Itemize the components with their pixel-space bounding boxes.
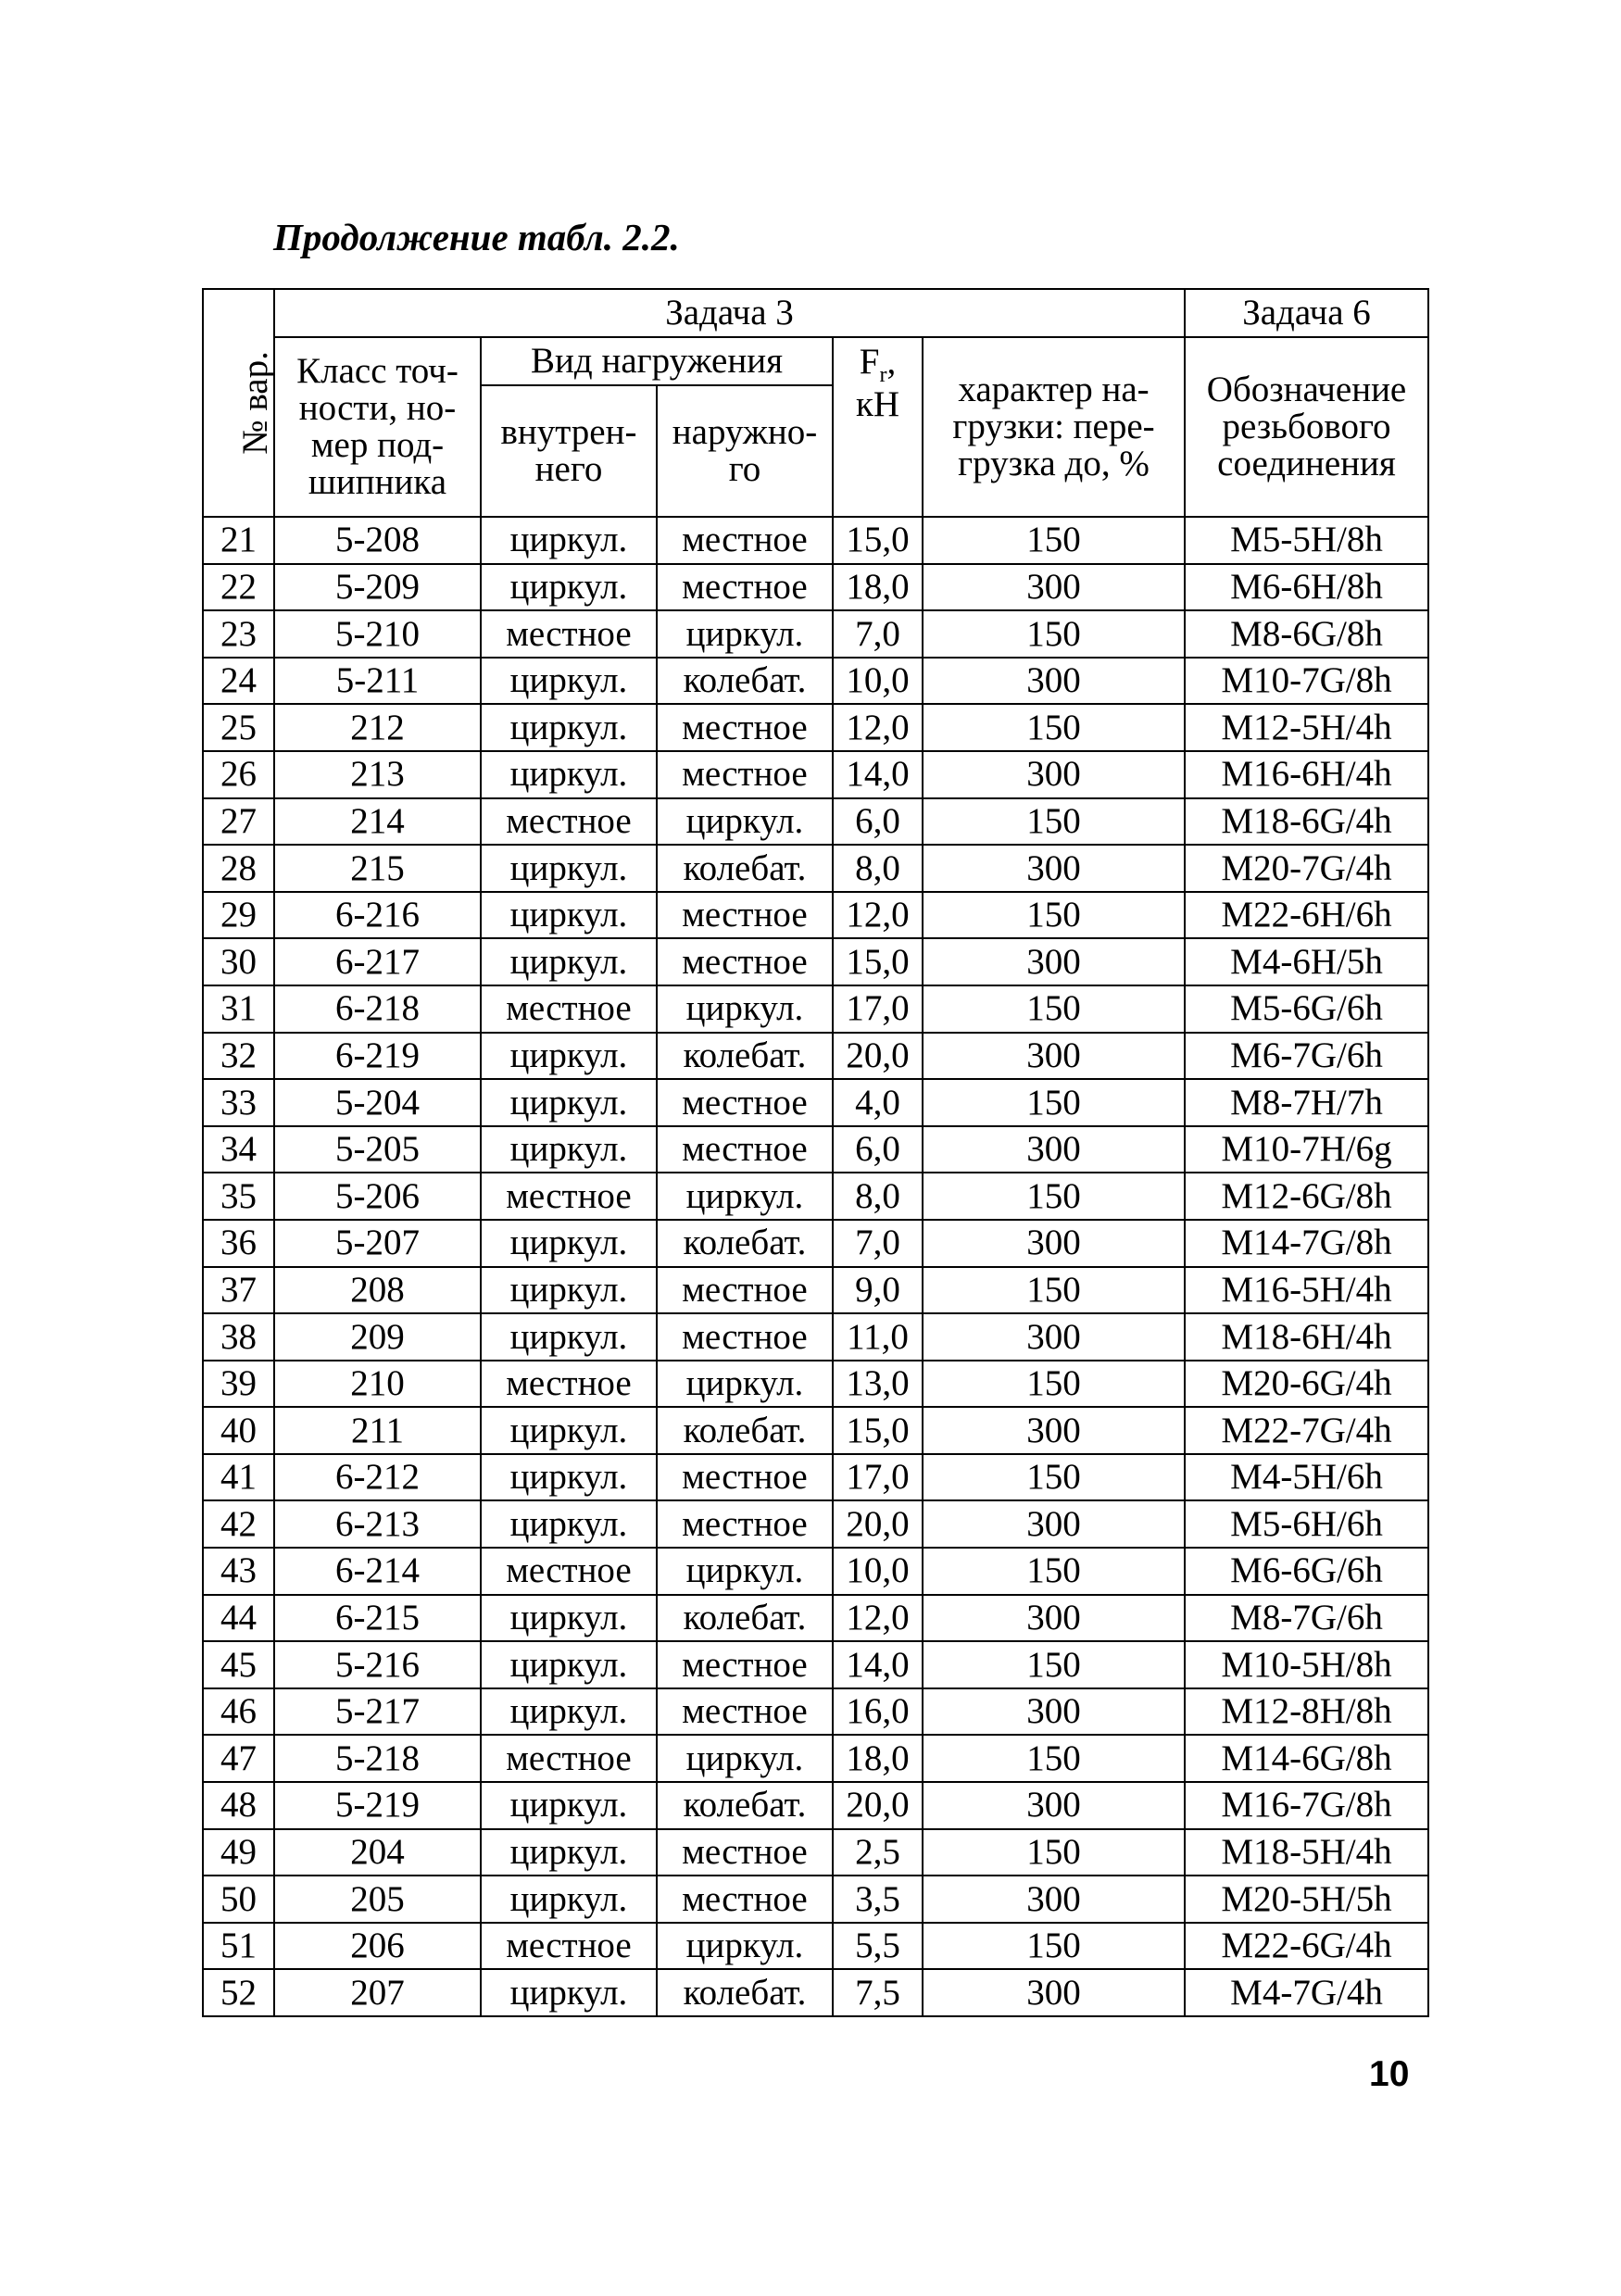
cell-thread: M22-7G/4h	[1185, 1407, 1428, 1454]
cell-fr: 12,0	[833, 892, 923, 939]
table-caption: Продолжение табл. 2.2.	[273, 216, 680, 258]
cell-inner-load: циркул.	[481, 658, 657, 705]
table-row	[203, 798, 1428, 846]
cell-bearing: 5-205	[274, 1126, 481, 1173]
table-row	[203, 1735, 1428, 1782]
cell-thread: M18-6H/4h	[1185, 1313, 1428, 1361]
cell-inner-load: циркул.	[481, 938, 657, 985]
cell-fr: 15,0	[833, 517, 923, 564]
table-row	[203, 1454, 1428, 1501]
cell-thread: M12-6G/8h	[1185, 1173, 1428, 1220]
cell-thread: M8-7H/7h	[1185, 1079, 1428, 1126]
table-row	[203, 1548, 1428, 1595]
cell-overload: 150	[923, 1173, 1185, 1220]
task6-header: Задача 6	[1185, 289, 1428, 337]
cell-outer-load: колебат.	[657, 1407, 833, 1454]
cell-bearing: 5-208	[274, 517, 481, 564]
cell-variant: 42	[203, 1500, 274, 1548]
cell-thread: M20-5H/5h	[1185, 1876, 1428, 1923]
cell-thread: M10-5H/8h	[1185, 1641, 1428, 1688]
cell-fr: 5,5	[833, 1923, 923, 1970]
cell-outer-load: местное	[657, 938, 833, 985]
cell-thread: M20-6G/4h	[1185, 1361, 1428, 1408]
cell-outer-load: местное	[657, 1454, 833, 1501]
cell-overload: 300	[923, 564, 1185, 611]
cell-bearing: 205	[274, 1876, 481, 1923]
cell-inner-load: циркул.	[481, 1876, 657, 1923]
cell-fr: 12,0	[833, 704, 923, 751]
cell-inner-load: циркул.	[481, 1033, 657, 1080]
cell-overload: 150	[923, 1548, 1185, 1595]
cell-variant: 39	[203, 1361, 274, 1408]
cell-outer-load: местное	[657, 892, 833, 939]
cell-inner-load: циркул.	[481, 1313, 657, 1361]
cell-bearing: 215	[274, 845, 481, 892]
cell-variant: 29	[203, 892, 274, 939]
cell-bearing: 208	[274, 1267, 481, 1314]
cell-overload: 300	[923, 1126, 1185, 1173]
cell-thread: M16-5H/4h	[1185, 1267, 1428, 1314]
cell-outer-load: местное	[657, 751, 833, 798]
cell-outer-load: колебат.	[657, 1969, 833, 2016]
table-row	[203, 610, 1428, 658]
cell-thread: M20-7G/4h	[1185, 845, 1428, 892]
cell-overload: 300	[923, 938, 1185, 985]
cell-variant: 36	[203, 1220, 274, 1267]
cell-overload: 300	[923, 751, 1185, 798]
cell-fr: 18,0	[833, 564, 923, 611]
cell-overload: 300	[923, 845, 1185, 892]
table-row	[203, 892, 1428, 939]
cell-fr: 7,0	[833, 610, 923, 658]
cell-bearing: 5-209	[274, 564, 481, 611]
cell-variant: 44	[203, 1595, 274, 1642]
cell-thread: M10-7H/6g	[1185, 1126, 1428, 1173]
cell-thread: M18-6G/4h	[1185, 798, 1428, 846]
cell-outer-load: местное	[657, 1829, 833, 1876]
cell-variant: 30	[203, 938, 274, 985]
cell-inner-load: циркул.	[481, 564, 657, 611]
variants-table	[202, 288, 1429, 2017]
cell-variant: 45	[203, 1641, 274, 1688]
cell-inner-load: циркул.	[481, 1079, 657, 1126]
cell-inner-load: циркул.	[481, 704, 657, 751]
cell-bearing: 5-207	[274, 1220, 481, 1267]
cell-fr: 20,0	[833, 1782, 923, 1829]
cell-bearing: 206	[274, 1923, 481, 1970]
cell-outer-load: местное	[657, 1313, 833, 1361]
cell-overload: 150	[923, 610, 1185, 658]
cell-fr: 8,0	[833, 845, 923, 892]
table-row	[203, 1407, 1428, 1454]
load-type-header: Вид нагружения	[481, 337, 833, 385]
table-row	[203, 658, 1428, 705]
cell-overload: 150	[923, 892, 1185, 939]
cell-thread: M4-6H/5h	[1185, 938, 1428, 985]
cell-inner-load: местное	[481, 1548, 657, 1595]
cell-outer-load: местное	[657, 517, 833, 564]
table-row	[203, 1829, 1428, 1876]
cell-variant: 25	[203, 704, 274, 751]
cell-outer-load: циркул.	[657, 798, 833, 846]
cell-thread: M18-5H/4h	[1185, 1829, 1428, 1876]
cell-outer-load: колебат.	[657, 1033, 833, 1080]
table-row	[203, 1782, 1428, 1829]
cell-overload: 300	[923, 1969, 1185, 2016]
cell-overload: 300	[923, 1688, 1185, 1736]
cell-inner-load: циркул.	[481, 1782, 657, 1829]
cell-variant: 52	[203, 1969, 274, 2016]
cell-inner-load: циркул.	[481, 1969, 657, 2016]
cell-overload: 300	[923, 1220, 1185, 1267]
cell-inner-load: циркул.	[481, 1595, 657, 1642]
cell-variant: 31	[203, 985, 274, 1033]
cell-thread: M8-7G/6h	[1185, 1595, 1428, 1642]
cell-variant: 22	[203, 564, 274, 611]
table-row	[203, 1220, 1428, 1267]
cell-outer-load: циркул.	[657, 1361, 833, 1408]
cell-variant: 51	[203, 1923, 274, 1970]
cell-bearing: 214	[274, 798, 481, 846]
cell-outer-load: циркул.	[657, 1735, 833, 1782]
cell-bearing: 5-219	[274, 1782, 481, 1829]
cell-overload: 150	[923, 1079, 1185, 1126]
cell-bearing: 212	[274, 704, 481, 751]
cell-fr: 17,0	[833, 985, 923, 1033]
cell-variant: 43	[203, 1548, 274, 1595]
cell-variant: 23	[203, 610, 274, 658]
table-row	[203, 1595, 1428, 1642]
cell-bearing: 6-215	[274, 1595, 481, 1642]
cell-bearing: 6-219	[274, 1033, 481, 1080]
cell-variant: 28	[203, 845, 274, 892]
cell-overload: 150	[923, 1454, 1185, 1501]
cell-bearing: 213	[274, 751, 481, 798]
table-row	[203, 1923, 1428, 1970]
table-body	[203, 517, 1428, 2016]
thread-designation-header: Обозначение резьбового соединения	[1185, 337, 1428, 517]
table-row	[203, 1688, 1428, 1736]
cell-outer-load: местное	[657, 1079, 833, 1126]
cell-inner-load: местное	[481, 1923, 657, 1970]
cell-thread: M5-5H/8h	[1185, 517, 1428, 564]
cell-thread: M4-7G/4h	[1185, 1969, 1428, 2016]
outer-ring-header: наружно- го	[657, 385, 833, 517]
cell-fr: 17,0	[833, 1454, 923, 1501]
cell-fr: 4,0	[833, 1079, 923, 1126]
cell-outer-load: колебат.	[657, 658, 833, 705]
cell-variant: 32	[203, 1033, 274, 1080]
cell-inner-load: циркул.	[481, 845, 657, 892]
cell-outer-load: циркул.	[657, 1923, 833, 1970]
cell-fr: 11,0	[833, 1313, 923, 1361]
cell-inner-load: местное	[481, 1173, 657, 1220]
cell-fr: 20,0	[833, 1033, 923, 1080]
cell-outer-load: местное	[657, 1641, 833, 1688]
task3-header: Задача 3	[274, 289, 1185, 337]
cell-overload: 150	[923, 704, 1185, 751]
cell-variant: 33	[203, 1079, 274, 1126]
cell-thread: M14-6G/8h	[1185, 1735, 1428, 1782]
cell-variant: 34	[203, 1126, 274, 1173]
cell-outer-load: местное	[657, 1267, 833, 1314]
cell-variant: 41	[203, 1454, 274, 1501]
cell-outer-load: циркул.	[657, 985, 833, 1033]
load-character-header: характер на- грузки: пере- грузка до, %	[923, 337, 1185, 517]
cell-fr: 10,0	[833, 658, 923, 705]
cell-fr: 7,0	[833, 1220, 923, 1267]
cell-outer-load: колебат.	[657, 845, 833, 892]
cell-overload: 300	[923, 1033, 1185, 1080]
cell-bearing: 5-217	[274, 1688, 481, 1736]
cell-inner-load: местное	[481, 798, 657, 846]
table-row	[203, 1313, 1428, 1361]
cell-variant: 27	[203, 798, 274, 846]
table-row	[203, 845, 1428, 892]
cell-bearing: 6-217	[274, 938, 481, 985]
cell-inner-load: циркул.	[481, 1454, 657, 1501]
cell-fr: 15,0	[833, 1407, 923, 1454]
cell-thread: M12-5H/4h	[1185, 704, 1428, 751]
cell-outer-load: колебат.	[657, 1220, 833, 1267]
cell-overload: 150	[923, 985, 1185, 1033]
cell-overload: 300	[923, 1595, 1185, 1642]
cell-thread: M6-6H/8h	[1185, 564, 1428, 611]
cell-outer-load: местное	[657, 1126, 833, 1173]
cell-inner-load: циркул.	[481, 751, 657, 798]
cell-thread: M6-6G/6h	[1185, 1548, 1428, 1595]
cell-variant: 21	[203, 517, 274, 564]
cell-outer-load: колебат.	[657, 1782, 833, 1829]
cell-fr: 20,0	[833, 1500, 923, 1548]
variant-number-header: № вар.	[203, 289, 274, 517]
cell-fr: 14,0	[833, 1641, 923, 1688]
cell-overload: 150	[923, 1829, 1185, 1876]
cell-inner-load: циркул.	[481, 1500, 657, 1548]
table-row	[203, 1267, 1428, 1314]
cell-inner-load: циркул.	[481, 1641, 657, 1688]
cell-overload: 150	[923, 1267, 1185, 1314]
cell-outer-load: местное	[657, 704, 833, 751]
table-row	[203, 751, 1428, 798]
table-row	[203, 564, 1428, 611]
cell-variant: 38	[203, 1313, 274, 1361]
radial-force-header: $F_r$, кН	[833, 337, 923, 517]
cell-inner-load: местное	[481, 610, 657, 658]
cell-bearing: 5-218	[274, 1735, 481, 1782]
cell-bearing: 5-211	[274, 658, 481, 705]
table-row	[203, 985, 1428, 1033]
cell-variant: 37	[203, 1267, 274, 1314]
cell-overload: 150	[923, 798, 1185, 846]
cell-inner-load: циркул.	[481, 1267, 657, 1314]
cell-fr: 10,0	[833, 1548, 923, 1595]
cell-bearing: 209	[274, 1313, 481, 1361]
cell-variant: 26	[203, 751, 274, 798]
cell-variant: 35	[203, 1173, 274, 1220]
table-row	[203, 1033, 1428, 1080]
cell-fr: 18,0	[833, 1735, 923, 1782]
cell-thread: M10-7G/8h	[1185, 658, 1428, 705]
table-row	[203, 1641, 1428, 1688]
cell-outer-load: местное	[657, 1876, 833, 1923]
cell-overload: 150	[923, 1923, 1185, 1970]
cell-bearing: 210	[274, 1361, 481, 1408]
table-row	[203, 1079, 1428, 1126]
cell-outer-load: местное	[657, 564, 833, 611]
cell-fr: 16,0	[833, 1688, 923, 1736]
cell-outer-load: циркул.	[657, 1173, 833, 1220]
cell-inner-load: циркул.	[481, 517, 657, 564]
cell-bearing: 5-216	[274, 1641, 481, 1688]
cell-overload: 300	[923, 658, 1185, 705]
cell-fr: 7,5	[833, 1969, 923, 2016]
cell-overload: 150	[923, 1361, 1185, 1408]
cell-overload: 150	[923, 1641, 1185, 1688]
table-row	[203, 1500, 1428, 1548]
cell-outer-load: колебат.	[657, 1595, 833, 1642]
cell-fr: 2,5	[833, 1829, 923, 1876]
cell-bearing: 6-213	[274, 1500, 481, 1548]
cell-variant: 48	[203, 1782, 274, 1829]
table-row	[203, 1126, 1428, 1173]
cell-outer-load: циркул.	[657, 1548, 833, 1595]
table-row	[203, 1173, 1428, 1220]
cell-thread: M14-7G/8h	[1185, 1220, 1428, 1267]
cell-inner-load: циркул.	[481, 1220, 657, 1267]
cell-thread: M5-6G/6h	[1185, 985, 1428, 1033]
cell-inner-load: циркул.	[481, 1688, 657, 1736]
table-row	[203, 938, 1428, 985]
cell-thread: M16-6H/4h	[1185, 751, 1428, 798]
cell-outer-load: местное	[657, 1688, 833, 1736]
cell-thread: M5-6H/6h	[1185, 1500, 1428, 1548]
cell-thread: M6-7G/6h	[1185, 1033, 1428, 1080]
cell-inner-load: циркул.	[481, 1126, 657, 1173]
cell-thread: M12-8H/8h	[1185, 1688, 1428, 1736]
cell-inner-load: местное	[481, 985, 657, 1033]
cell-variant: 47	[203, 1735, 274, 1782]
cell-variant: 50	[203, 1876, 274, 1923]
cell-inner-load: циркул.	[481, 892, 657, 939]
cell-fr: 12,0	[833, 1595, 923, 1642]
cell-bearing: 5-206	[274, 1173, 481, 1220]
inner-ring-header: внутрен- него	[481, 385, 657, 517]
cell-fr: 6,0	[833, 798, 923, 846]
table-row	[203, 1876, 1428, 1923]
cell-outer-load: циркул.	[657, 610, 833, 658]
cell-bearing: 6-214	[274, 1548, 481, 1595]
cell-fr: 14,0	[833, 751, 923, 798]
cell-overload: 300	[923, 1407, 1185, 1454]
cell-variant: 24	[203, 658, 274, 705]
cell-variant: 49	[203, 1829, 274, 1876]
cell-thread: M22-6H/6h	[1185, 892, 1428, 939]
cell-overload: 300	[923, 1782, 1185, 1829]
cell-inner-load: местное	[481, 1361, 657, 1408]
cell-inner-load: циркул.	[481, 1829, 657, 1876]
cell-thread: M22-6G/4h	[1185, 1923, 1428, 1970]
cell-overload: 150	[923, 1735, 1185, 1782]
cell-bearing: 6-216	[274, 892, 481, 939]
cell-outer-load: местное	[657, 1500, 833, 1548]
cell-bearing: 6-218	[274, 985, 481, 1033]
cell-bearing: 207	[274, 1969, 481, 2016]
cell-overload: 150	[923, 517, 1185, 564]
cell-inner-load: циркул.	[481, 1407, 657, 1454]
accuracy-class-header: Класс точ- ности, но- мер под- шипника	[274, 337, 481, 517]
cell-bearing: 211	[274, 1407, 481, 1454]
cell-overload: 300	[923, 1500, 1185, 1548]
cell-bearing: 204	[274, 1829, 481, 1876]
cell-thread: M4-5H/6h	[1185, 1454, 1428, 1501]
cell-fr: 13,0	[833, 1361, 923, 1408]
table-row	[203, 704, 1428, 751]
cell-overload: 300	[923, 1313, 1185, 1361]
cell-fr: 6,0	[833, 1126, 923, 1173]
cell-overload: 300	[923, 1876, 1185, 1923]
table-row	[203, 1969, 1428, 2016]
cell-bearing: 6-212	[274, 1454, 481, 1501]
cell-variant: 46	[203, 1688, 274, 1736]
cell-thread: M8-6G/8h	[1185, 610, 1428, 658]
cell-bearing: 5-204	[274, 1079, 481, 1126]
cell-variant: 40	[203, 1407, 274, 1454]
cell-fr: 8,0	[833, 1173, 923, 1220]
cell-fr: 15,0	[833, 938, 923, 985]
cell-inner-load: местное	[481, 1735, 657, 1782]
table-row	[203, 1361, 1428, 1408]
page-number: 10	[1369, 2054, 1410, 2094]
cell-thread: M16-7G/8h	[1185, 1782, 1428, 1829]
cell-fr: 3,5	[833, 1876, 923, 1923]
table-row	[203, 517, 1428, 564]
cell-bearing: 5-210	[274, 610, 481, 658]
cell-fr: 9,0	[833, 1267, 923, 1314]
